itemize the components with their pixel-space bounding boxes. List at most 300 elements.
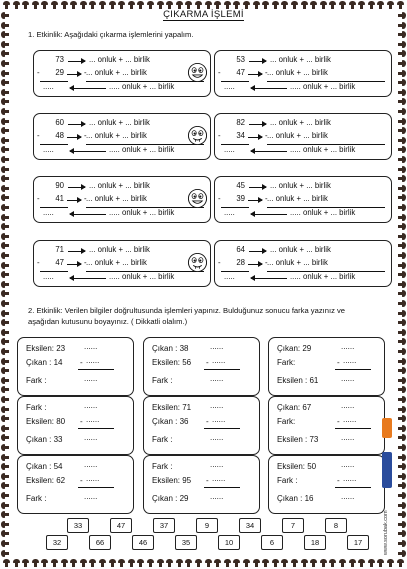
mushroom-icon bbox=[358, 559, 365, 568]
mushroom-stem bbox=[398, 369, 402, 372]
onluk-birlik-blank[interactable]: ... onluk + ... birlik bbox=[86, 131, 147, 140]
problem-label: Çıkan: 29 bbox=[277, 344, 312, 353]
mushroom-icon bbox=[1, 425, 10, 432]
answer-blank[interactable]: ...... bbox=[343, 474, 357, 483]
mushroom-stem bbox=[5, 139, 9, 142]
problem-label: Fark: bbox=[277, 417, 296, 426]
onluk-birlik-blank[interactable]: ... onluk + ... birlik bbox=[89, 118, 150, 127]
problem-label: Çıkan : 36 bbox=[152, 417, 189, 426]
problem-label: Fark : bbox=[26, 376, 47, 385]
mushroom-icon bbox=[397, 502, 406, 509]
subtrahend-row bbox=[34, 258, 210, 271]
mushroom-stem bbox=[398, 542, 402, 545]
problem-label: Çıkan : 33 bbox=[26, 435, 63, 444]
onluk-birlik-blank[interactable]: ... onluk + ... birlik bbox=[89, 55, 150, 64]
minus-sign: - bbox=[337, 476, 340, 485]
mushroom-icon bbox=[1, 204, 10, 211]
onluk-birlik-blank[interactable]: ... onluk + ... birlik bbox=[267, 258, 328, 267]
mushroom-stem bbox=[398, 110, 402, 113]
mushroom-stem bbox=[398, 523, 402, 526]
mushroom-cap bbox=[402, 550, 406, 557]
mushroom-stem bbox=[322, 563, 325, 567]
difference-blank[interactable]: ..... bbox=[224, 272, 235, 281]
mushroom-icon bbox=[281, 559, 288, 568]
mushroom-cap bbox=[402, 492, 406, 499]
mushroom-stem bbox=[398, 302, 402, 305]
mushroom-stem bbox=[370, 563, 373, 567]
smiley-face-icon bbox=[187, 252, 208, 273]
mushroom-icon bbox=[397, 108, 406, 115]
minus-sign: - bbox=[80, 358, 83, 367]
mushroom-stem bbox=[398, 158, 402, 161]
mushroom-cap bbox=[402, 386, 406, 393]
mushroom-cap bbox=[402, 271, 406, 278]
answer-blank[interactable]: ...... bbox=[84, 342, 98, 351]
answer-blank[interactable]: ...... bbox=[86, 474, 100, 483]
mushroom-icon bbox=[1, 502, 10, 509]
mushroom-icon bbox=[1, 271, 10, 278]
mushroom-stem bbox=[398, 350, 402, 353]
mushroom-stem bbox=[398, 52, 402, 55]
mushroom-stem bbox=[63, 563, 66, 567]
mushroom-stem bbox=[398, 216, 402, 219]
mushroom-stem bbox=[5, 379, 9, 382]
mushroom-icon bbox=[397, 242, 406, 249]
mushroom-icon bbox=[1, 262, 10, 269]
mushroom-icon bbox=[397, 262, 406, 269]
mushroom-stem bbox=[24, 563, 27, 567]
mushroom-stem bbox=[207, 563, 210, 567]
mushroom-cap bbox=[402, 79, 406, 86]
minus-sign: - bbox=[206, 358, 209, 367]
mushroom-stem bbox=[312, 563, 315, 567]
mushroom-stem bbox=[341, 563, 344, 567]
problem-label: Çıkan : 29 bbox=[152, 494, 189, 503]
answer-blank[interactable]: ...... bbox=[343, 415, 357, 424]
mushroom-cap bbox=[402, 300, 406, 307]
mushroom-stem bbox=[5, 417, 9, 420]
mushroom-cap bbox=[402, 118, 406, 125]
arrow-right-icon bbox=[248, 264, 262, 265]
word-problem-box bbox=[268, 396, 385, 455]
problem-label: Fark : bbox=[152, 462, 173, 471]
mushroom-icon bbox=[397, 98, 406, 105]
arrow-right-icon bbox=[68, 187, 85, 188]
onluk-birlik-blank[interactable]: ... onluk + ... birlik bbox=[267, 68, 328, 77]
mushroom-icon bbox=[397, 185, 406, 192]
mushroom-icon bbox=[1, 50, 10, 57]
mushroom-stem bbox=[5, 187, 9, 190]
answer-chip[interactable]: 17 bbox=[347, 535, 369, 550]
mushroom-stem bbox=[398, 292, 402, 295]
mushroom-cap bbox=[402, 31, 406, 38]
mushroom-cap bbox=[402, 521, 406, 528]
mushroom-icon bbox=[147, 559, 154, 568]
mushroom-icon bbox=[1, 358, 10, 365]
answer-blank[interactable]: ...... bbox=[341, 492, 355, 501]
mushroom-stem bbox=[5, 312, 9, 315]
difference-blank[interactable]: ..... bbox=[224, 82, 235, 91]
mushroom-stem bbox=[5, 563, 8, 567]
answer-chip[interactable]: 33 bbox=[67, 518, 89, 533]
answer-blank[interactable]: ...... bbox=[86, 415, 100, 424]
result-blank[interactable]: ..... onluk + ... birlik bbox=[109, 145, 175, 154]
mushroom-icon bbox=[89, 559, 96, 568]
mushroom-cap bbox=[402, 444, 406, 451]
answer-blank[interactable]: ...... bbox=[84, 401, 98, 410]
minuend-row bbox=[34, 245, 210, 258]
mushroom-icon bbox=[1, 540, 10, 547]
difference-row bbox=[215, 82, 391, 95]
problem-label: Çıkan: 67 bbox=[277, 403, 312, 412]
mushroom-stem bbox=[398, 235, 402, 238]
mushroom-cap bbox=[402, 137, 406, 144]
minuend-row bbox=[34, 118, 210, 131]
result-blank[interactable]: ..... onluk + ... birlik bbox=[290, 208, 356, 217]
mushroom-icon bbox=[339, 559, 346, 568]
mushroom-cap bbox=[402, 377, 406, 384]
word-problem-box bbox=[268, 337, 385, 396]
mushroom-stem bbox=[5, 302, 9, 305]
word-problem-box bbox=[17, 337, 134, 396]
onluk-birlik-blank[interactable]: ... onluk + ... birlik bbox=[270, 55, 331, 64]
difference-blank[interactable]: ..... bbox=[224, 145, 235, 154]
mushroom-icon bbox=[301, 559, 308, 568]
mushroom-stem bbox=[283, 563, 286, 567]
onluk-birlik-blank[interactable]: ... onluk + ... birlik bbox=[270, 118, 331, 127]
mushroom-stem bbox=[130, 563, 133, 567]
minus-sign: - bbox=[37, 258, 40, 267]
mushroom-icon bbox=[22, 559, 29, 568]
minus-sign: - bbox=[80, 476, 83, 485]
mushroom-stem bbox=[398, 244, 402, 247]
arrow-right-icon bbox=[249, 251, 266, 252]
sum-line bbox=[335, 369, 371, 370]
answer-blank[interactable]: ...... bbox=[212, 356, 226, 365]
mushroom-stem bbox=[398, 254, 402, 257]
answer-blank[interactable]: ...... bbox=[84, 433, 98, 442]
mushroom-icon bbox=[1, 329, 10, 336]
mushroom-stem bbox=[5, 350, 9, 353]
mushroom-cap bbox=[402, 98, 406, 105]
mushroom-stem bbox=[5, 254, 9, 257]
onluk-birlik-blank[interactable]: ... onluk + ... birlik bbox=[267, 194, 328, 203]
mushroom-cap bbox=[402, 290, 406, 297]
minuend: 73 bbox=[55, 55, 64, 64]
difference-blank[interactable]: ..... bbox=[43, 272, 54, 281]
mushroom-stem bbox=[101, 563, 104, 567]
minus-sign: - bbox=[265, 258, 268, 267]
mushroom-icon bbox=[397, 156, 406, 163]
mushroom-stem bbox=[5, 43, 9, 46]
mushroom-stem bbox=[398, 62, 402, 65]
mushroom-stem bbox=[398, 24, 402, 27]
mushroom-icon bbox=[1, 118, 10, 125]
mushroom-cap bbox=[402, 223, 406, 230]
mushroom-cap bbox=[402, 60, 406, 67]
mushroom-stem bbox=[398, 273, 402, 276]
result-blank[interactable]: ..... onluk + ... birlik bbox=[290, 145, 356, 154]
difference-row bbox=[215, 145, 391, 158]
answer-chip[interactable]: 35 bbox=[175, 535, 197, 550]
mushroom-cap bbox=[402, 454, 406, 461]
mushroom-stem bbox=[5, 216, 9, 219]
answer-chip[interactable]: 8 bbox=[325, 518, 347, 533]
minuend: 64 bbox=[236, 245, 245, 254]
mushroom-stem bbox=[5, 484, 9, 487]
subtrahend-row bbox=[34, 68, 210, 81]
mushroom-icon bbox=[397, 454, 406, 461]
answer-blank[interactable]: ...... bbox=[210, 433, 224, 442]
result-blank[interactable]: ..... onluk + ... birlik bbox=[290, 272, 356, 281]
answer-blank[interactable]: ...... bbox=[341, 401, 355, 410]
mushroom-stem bbox=[5, 388, 9, 391]
answer-blank[interactable]: ...... bbox=[210, 401, 224, 410]
mushroom-stem bbox=[264, 563, 267, 567]
answer-blank[interactable]: ...... bbox=[341, 433, 355, 442]
mushroom-icon bbox=[1, 338, 10, 345]
answer-blank[interactable]: ...... bbox=[343, 356, 357, 365]
mushroom-icon bbox=[397, 166, 406, 173]
mushroom-icon bbox=[1, 290, 10, 297]
answer-blank[interactable]: ...... bbox=[84, 460, 98, 469]
mushroom-stem bbox=[5, 292, 9, 295]
problem-label: Fark : bbox=[26, 494, 47, 503]
mushroom-stem bbox=[82, 563, 85, 567]
mushroom-icon bbox=[377, 559, 384, 568]
onluk-birlik-blank[interactable]: ... onluk + ... birlik bbox=[89, 245, 150, 254]
mushroom-stem bbox=[5, 398, 9, 401]
onluk-birlik-blank[interactable]: ... onluk + ... birlik bbox=[86, 68, 147, 77]
onluk-birlik-blank[interactable]: ... onluk + ... birlik bbox=[86, 258, 147, 267]
mushroom-icon bbox=[397, 482, 406, 489]
mushroom-icon bbox=[1, 252, 10, 259]
answer-chip[interactable]: 9 bbox=[196, 518, 218, 533]
difference-row bbox=[34, 145, 210, 158]
mushroom-stem bbox=[398, 446, 402, 449]
onluk-birlik-blank[interactable]: ... onluk + ... birlik bbox=[86, 194, 147, 203]
subtrahend: 34 bbox=[236, 131, 245, 140]
mushroom-stem bbox=[5, 168, 9, 171]
mushroom-icon bbox=[1, 137, 10, 144]
answer-chip[interactable]: 7 bbox=[282, 518, 304, 533]
minuend-row bbox=[215, 55, 391, 68]
mushroom-icon bbox=[1, 396, 10, 403]
minuend-row bbox=[34, 55, 210, 68]
mushroom-stem bbox=[274, 563, 277, 567]
mushroom-icon bbox=[99, 559, 106, 568]
mushroom-stem bbox=[398, 552, 402, 555]
difference-blank[interactable]: ..... bbox=[43, 82, 54, 91]
mushroom-icon bbox=[397, 511, 406, 518]
mushroom-cap bbox=[402, 348, 406, 355]
mushroom-stem bbox=[5, 225, 9, 228]
mushroom-icon bbox=[397, 137, 406, 144]
answer-chip[interactable]: 32 bbox=[46, 535, 68, 550]
difference-blank[interactable]: ..... bbox=[224, 208, 235, 217]
mushroom-stem bbox=[5, 72, 9, 75]
mushroom-stem bbox=[5, 456, 9, 459]
mushroom-cap bbox=[402, 415, 406, 422]
mushroom-stem bbox=[398, 120, 402, 123]
mushroom-stem bbox=[398, 427, 402, 430]
mushroom-icon bbox=[1, 89, 10, 96]
arrow-right-icon bbox=[249, 124, 266, 125]
mushroom-stem bbox=[139, 563, 142, 567]
mushroom-icon bbox=[368, 559, 375, 568]
mushroom-icon bbox=[262, 559, 269, 568]
exercise-box bbox=[33, 176, 211, 223]
mushroom-stem bbox=[398, 398, 402, 401]
exercise-box bbox=[214, 113, 392, 160]
mushroom-cap bbox=[402, 473, 406, 480]
mushroom-icon bbox=[1, 22, 10, 29]
answer-blank[interactable]: ...... bbox=[341, 342, 355, 351]
onluk-birlik-blank[interactable]: ... onluk + ... birlik bbox=[89, 181, 150, 190]
mushroom-icon bbox=[253, 559, 260, 568]
mushroom-icon bbox=[397, 425, 406, 432]
answer-blank[interactable]: ...... bbox=[84, 492, 98, 501]
mushroom-icon bbox=[397, 348, 406, 355]
mushroom-icon bbox=[51, 559, 58, 568]
onluk-birlik-blank[interactable]: ... onluk + ... birlik bbox=[267, 131, 328, 140]
mushroom-icon bbox=[397, 118, 406, 125]
mushroom-icon bbox=[397, 521, 406, 528]
difference-blank[interactable]: ..... bbox=[43, 145, 54, 154]
answer-chip[interactable]: 66 bbox=[89, 535, 111, 550]
mushroom-stem bbox=[398, 360, 402, 363]
mushroom-icon bbox=[166, 559, 173, 568]
mushroom-icon bbox=[1, 367, 10, 374]
answer-chip[interactable]: 6 bbox=[261, 535, 283, 550]
result-blank[interactable]: ..... onluk + ... birlik bbox=[109, 272, 175, 281]
mushroom-icon bbox=[1, 310, 10, 317]
result-blank[interactable]: ..... onluk + ... birlik bbox=[290, 82, 356, 91]
mushroom-icon bbox=[272, 559, 279, 568]
mushroom-stem bbox=[331, 563, 334, 567]
arrow-left-icon bbox=[70, 278, 106, 279]
exercise-box bbox=[214, 176, 392, 223]
mushroom-cap bbox=[402, 166, 406, 173]
mushroom-icon bbox=[397, 60, 406, 67]
mushroom-icon bbox=[109, 559, 116, 568]
word-problem-box bbox=[143, 337, 260, 396]
mushroom-stem bbox=[5, 513, 9, 516]
mushroom-cap bbox=[402, 70, 406, 77]
difference-blank[interactable]: ..... bbox=[43, 208, 54, 217]
mushroom-cap bbox=[402, 425, 406, 432]
subtrahend-row bbox=[34, 194, 210, 207]
answer-chip[interactable]: 34 bbox=[239, 518, 261, 533]
exercise-box bbox=[214, 50, 392, 97]
result-blank[interactable]: ..... onluk + ... birlik bbox=[109, 208, 175, 217]
mushroom-icon bbox=[41, 559, 48, 568]
subtrahend-row bbox=[215, 258, 391, 271]
arrow-right-icon bbox=[249, 61, 266, 62]
mushroom-stem bbox=[5, 436, 9, 439]
mushroom-stem bbox=[5, 110, 9, 113]
mushroom-icon bbox=[397, 358, 406, 365]
answer-blank[interactable]: ...... bbox=[210, 492, 224, 501]
mushroom-stem bbox=[389, 563, 392, 567]
mushroom-icon bbox=[1, 242, 10, 249]
answer-chip[interactable]: 18 bbox=[304, 535, 326, 550]
side-website-text: www.sorubak.com bbox=[383, 510, 389, 555]
answer-chip[interactable]: 10 bbox=[218, 535, 240, 550]
mushroom-icon bbox=[1, 434, 10, 441]
mushroom-icon bbox=[13, 559, 20, 568]
answer-blank[interactable]: ...... bbox=[212, 474, 226, 483]
minus-sign: - bbox=[37, 68, 40, 77]
mushroom-icon bbox=[397, 310, 406, 317]
mushroom-icon bbox=[176, 559, 183, 568]
mushroom-stem bbox=[398, 388, 402, 391]
mushroom-cap bbox=[402, 281, 406, 288]
answer-chip[interactable]: 46 bbox=[132, 535, 154, 550]
mushroom-stem bbox=[15, 563, 18, 567]
mushroom-cap bbox=[402, 175, 406, 182]
mushroom-stem bbox=[197, 563, 200, 567]
activity2-line1: 2. Etkinlik: Verilen bilgiler doğrultusunda işlemleri yapınız. Bulduğunuz sonucu farka yazınız ve bbox=[28, 306, 345, 315]
mushroom-icon bbox=[397, 473, 406, 480]
answer-blank[interactable]: ...... bbox=[341, 374, 355, 383]
arrow-right-icon bbox=[248, 137, 262, 138]
onluk-birlik-blank[interactable]: ... onluk + ... birlik bbox=[270, 181, 331, 190]
mushroom-icon bbox=[157, 559, 164, 568]
mushroom-icon bbox=[1, 175, 10, 182]
result-blank[interactable]: ..... onluk + ... birlik bbox=[109, 82, 175, 91]
mushroom-icon bbox=[397, 223, 406, 230]
mushroom-stem bbox=[398, 532, 402, 535]
answer-chip[interactable]: 37 bbox=[153, 518, 175, 533]
answer-blank[interactable]: ...... bbox=[212, 415, 226, 424]
mushroom-stem bbox=[5, 465, 9, 468]
mushroom-stem bbox=[398, 43, 402, 46]
mushroom-icon bbox=[1, 194, 10, 201]
mushroom-stem bbox=[398, 465, 402, 468]
onluk-birlik-blank[interactable]: ... onluk + ... birlik bbox=[270, 245, 331, 254]
mushroom-cap bbox=[402, 434, 406, 441]
mushroom-icon bbox=[397, 127, 406, 134]
answer-blank[interactable]: ...... bbox=[210, 460, 224, 469]
arrow-right-icon bbox=[67, 137, 81, 138]
mushroom-icon bbox=[397, 386, 406, 393]
answer-blank[interactable]: ...... bbox=[84, 374, 98, 383]
mushroom-stem bbox=[5, 129, 9, 132]
problem-label: Çıkan : 38 bbox=[152, 344, 189, 353]
answer-chip[interactable]: 47 bbox=[110, 518, 132, 533]
mushroom-icon bbox=[70, 559, 77, 568]
mushroom-stem bbox=[379, 563, 382, 567]
problem-label: Eksilen: 62 bbox=[26, 476, 66, 485]
smiley-face-icon bbox=[187, 188, 208, 209]
mushroom-stem bbox=[235, 563, 238, 567]
mushroom-stem bbox=[5, 494, 9, 497]
side-logo-bottom bbox=[382, 452, 392, 488]
answer-blank[interactable]: ...... bbox=[210, 342, 224, 351]
subtrahend: 29 bbox=[55, 68, 64, 77]
minuend-row bbox=[215, 245, 391, 258]
mushroom-icon bbox=[387, 559, 394, 568]
mushroom-stem bbox=[120, 563, 123, 567]
mushroom-stem bbox=[5, 360, 9, 363]
problem-label: Eksilen: 23 bbox=[26, 344, 66, 353]
answer-blank[interactable]: ...... bbox=[86, 356, 100, 365]
answer-blank[interactable]: ...... bbox=[210, 374, 224, 383]
mushroom-icon bbox=[1, 521, 10, 528]
mushroom-stem bbox=[5, 52, 9, 55]
answer-blank[interactable]: ...... bbox=[341, 460, 355, 469]
